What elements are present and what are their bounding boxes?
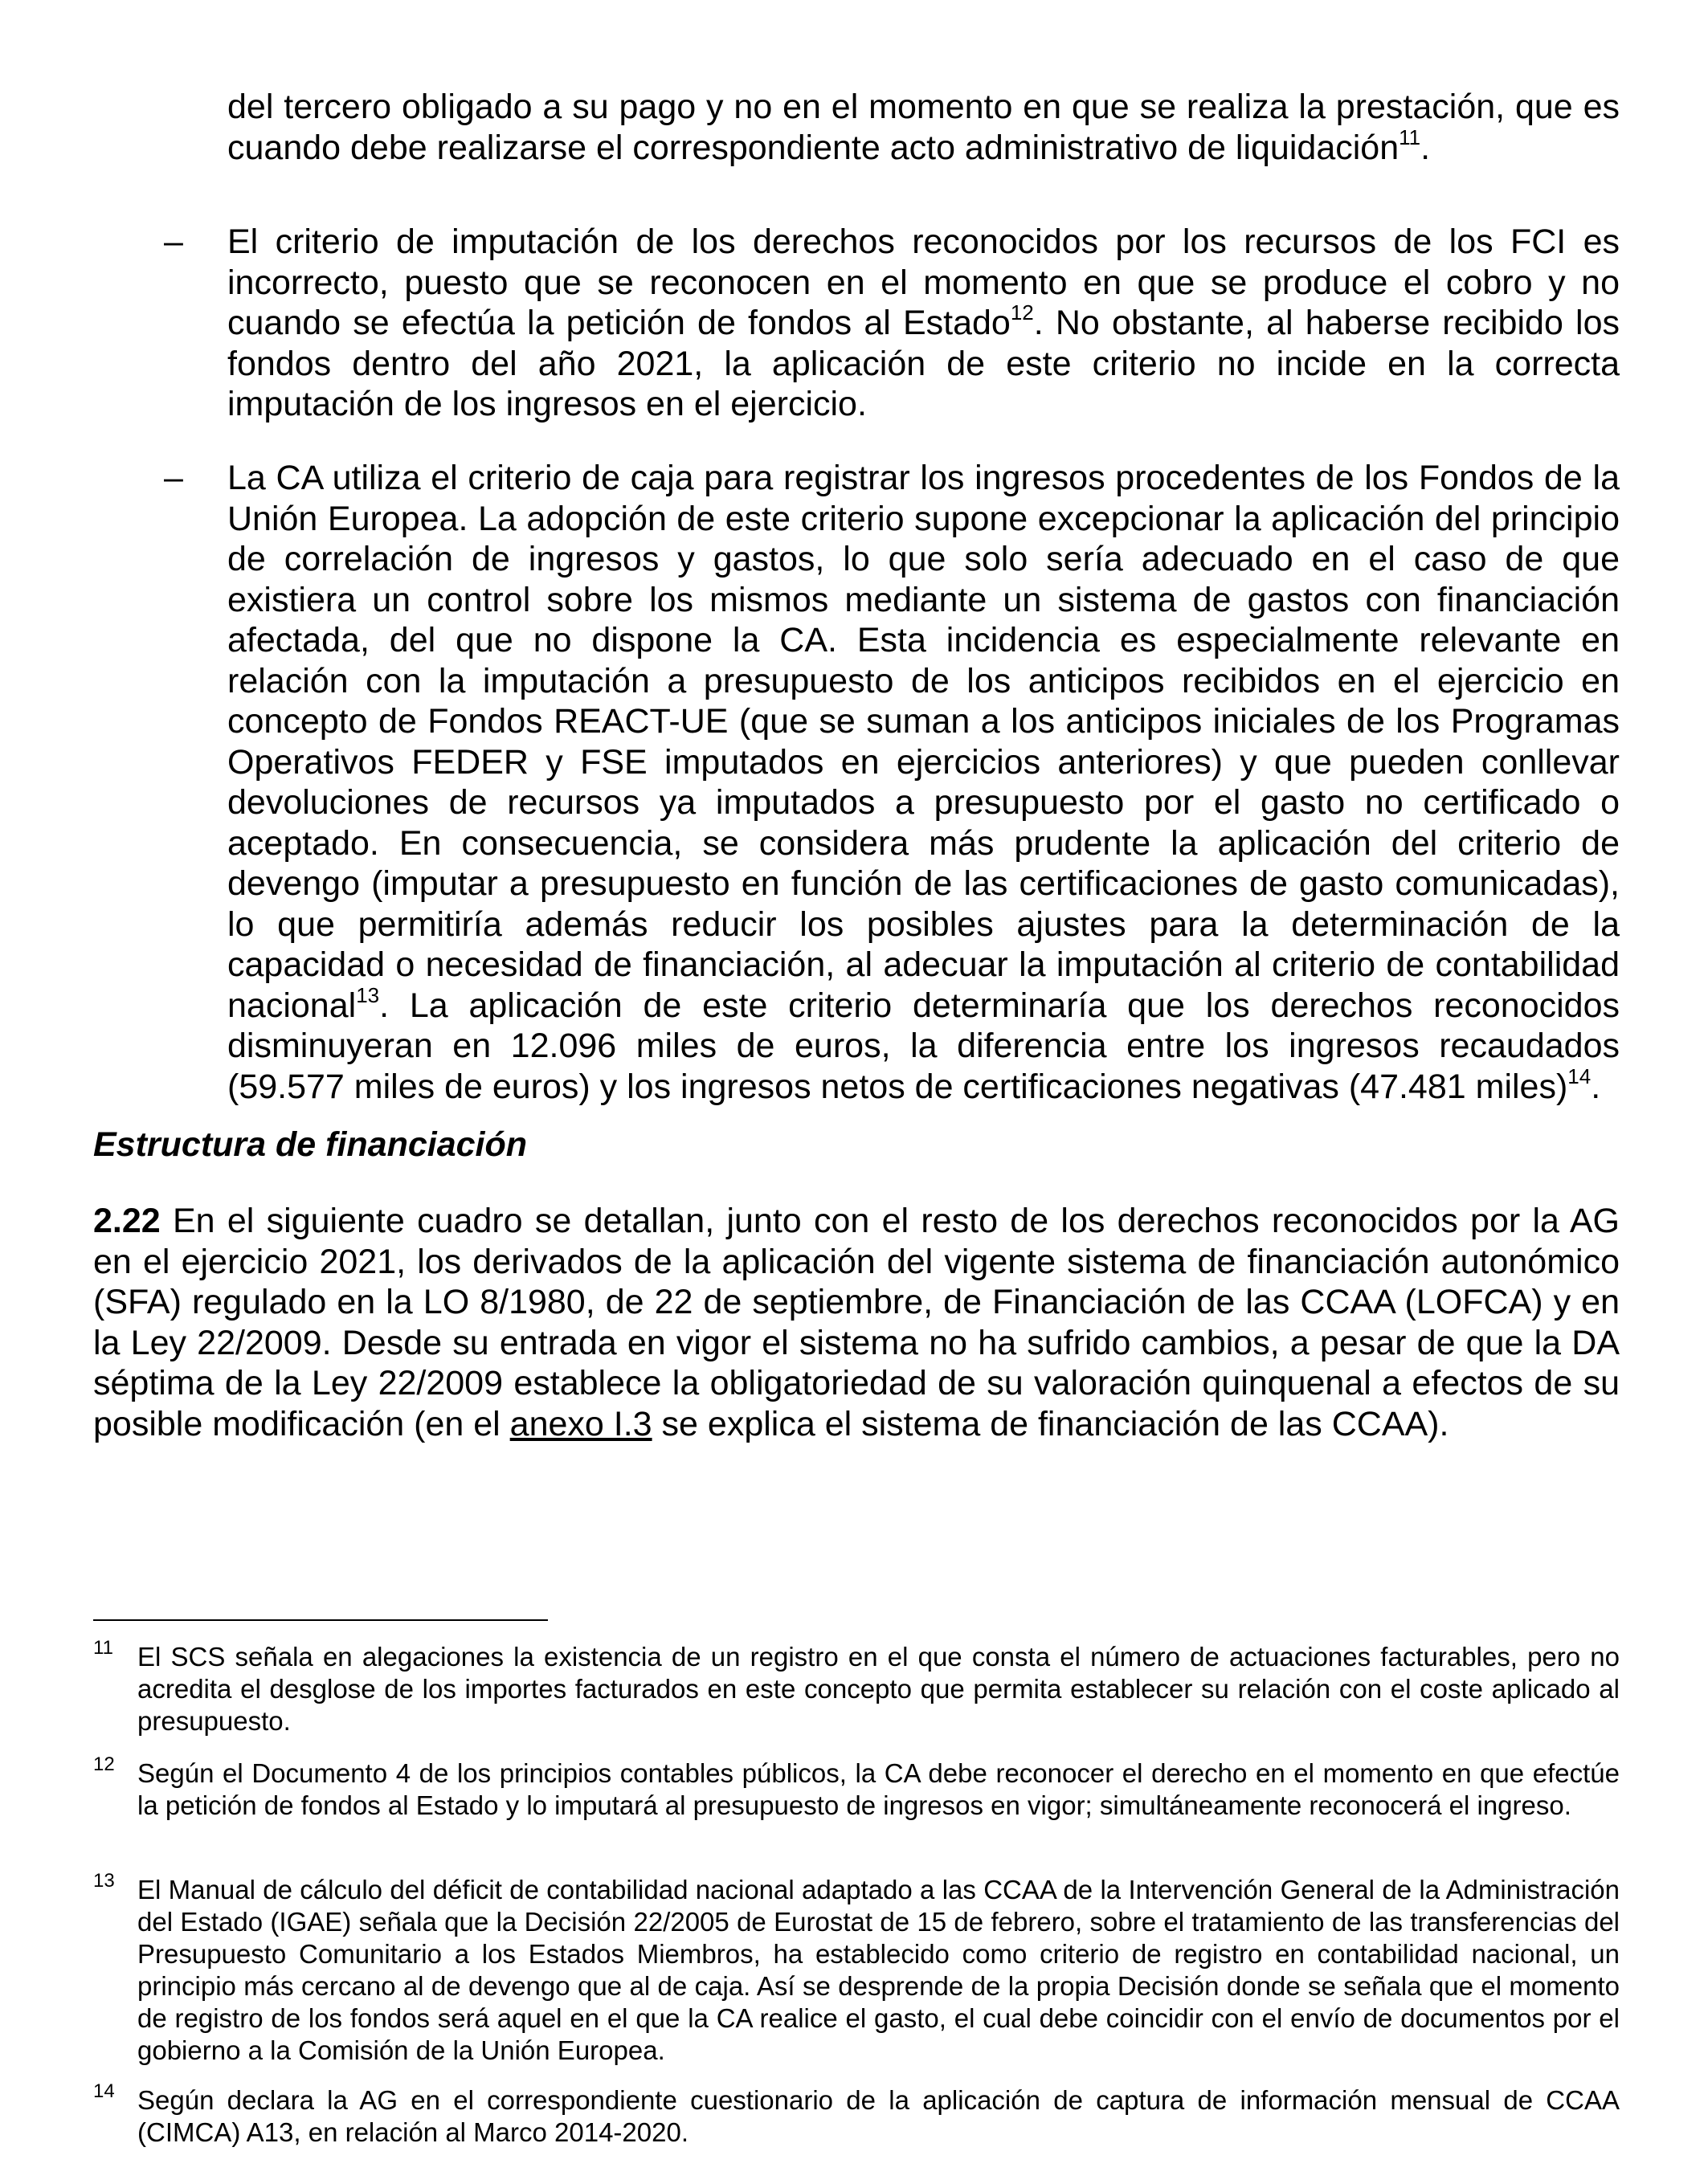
footnote-12: 12 Según el Documento 4 de los principios contables públicos, la CA debe reconocer el derecho en el momento en que efectúe la petición de fondos al Estado y lo imputará al presupuesto de ingresos en vigor; simultáneamente reconocerá el ingreso. [93, 1753, 1620, 1820]
continuation-paragraph: del tercero obligado a su pago y no en el momento en que se realiza la prestación, que es cuando debe realizarse el correspondiente acto administrativo de liquidación$^{11}$. [227, 88, 1620, 167]
footnote-14: 14 Según declara la AG en el correspondiente cuestionario de la aplicación de captura de información mensual de CCAA (CIMCA) A13, en relación al Marco 2014-2020. [93, 2080, 1620, 2147]
bullet-item-eu-funds: – La CA utiliza el criterio de caja para registrar los ingresos procedentes de los Fondos de la Unión Europea. La adopción de este criterio supone excepcionar la aplicación del principio de correlación de ingresos y gastos, lo que solo sería adecuado en el caso de que existiera un control sobre los mismos mediante un sistema de gastos con financiación afectada, del que no dispone la CA. Esta incidencia es especialmente relevante en relación con la imputación a presupuesto de los anticipos recibidos en el ejercicio en concepto de Fondos REACT-UE (que se suman a los anticipos iniciales de los Programas Operativos FEDER y FSE imputados en ejercicios anteriores) y que pueden conllevar devoluciones de recursos ya imputados a presupuesto por el gasto no certificado o aceptado. En consecuencia, se considera más prudente la aplicación del criterio de devengo (imputar a presupuesto en función de las certificaciones de gasto comunicadas), lo que permitiría además reducir los posibles ajustes para la determinación de la capacidad o necesidad de financiación, al adecuar la imputación al criterio de contabilidad nacional$^{13}$. La aplicación de este criterio determinaría que los derechos reconocidos disminuyeran en 12.096 miles de euros, la diferencia entre los ingresos recaudados (59.577 miles de euros) y los ingresos netos de certificaciones negativas (47.481 miles)$^{14}$. [164, 459, 1620, 1106]
footnote-ref-12[interactable]: 12 [1010, 300, 1034, 325]
footnote-number: 14 [93, 2080, 115, 2102]
footnote-ref-11[interactable]: 11 [1399, 125, 1421, 149]
annex-link[interactable]: anexo I.3 [509, 1404, 652, 1443]
paragraph-number: 2.22 [93, 1202, 161, 1240]
section-heading: Estructura de financiación [93, 1125, 528, 1164]
footnote-ref-14[interactable]: 14 [1567, 1063, 1592, 1088]
paragraph-2-22: 2.22 En el siguiente cuadro se detallan, junto con el resto de los derechos reconocidos por la AG en el ejercicio 2021, los derivados de la aplicación del vigente sistema de financiación autonómico (SFA) regulado en la LO 8/1980, de 22 de septiembre, de Financiación de las CCAA (LOFCA) y en la Ley 22/2009. Desde su entrada en vigor el sistema no ha sufrido cambios, a pesar de que la DA séptima de la Ley 22/2009 establece la obligatoriedad de su valoración quinquenal a efectos de su posible modificación (en el anexo I.3 se explica el sistema de financiación de las CCAA). [93, 1202, 1620, 1443]
bullet-item-fci: – El criterio de imputación de los derechos reconocidos por los recursos de los FCI es incorrecto, puesto que se reconocen en el momento en que se produce el cobro y no cuando se efectúa la petición de fondos al Estado$^{12}$. No obstante, al haberse recibido los fondos dentro del año 2021, la aplicación de este criterio no incide en la correcta imputación de los ingresos en el ejercicio. [164, 222, 1620, 423]
footnote-number: 13 [93, 1870, 115, 1892]
footnote-13: 13 El Manual de cálculo del déficit de contabilidad nacional adaptado a las CCAA de la Intervención General de la Administración del Estado (IGAE) señala que la Decisión 22/2005 de Eurostat de 15 de febrero, sobre el tratamiento de las transferencias del Presupuesto Comunitario a los Estados Miembros, ha establecido como criterio de registro en contabilidad nacional, un principio más cercano al de devengo que al de caja. Así se desprende de la propia Decisión donde se señala que el momento de registro de los fondos será aquel en el que la CA realice el gasto, el cual debe coincidir con el envío de documentos por el gobierno a la Comisión de la Unión Europea. [93, 1870, 1620, 2065]
footnote-11: 11 El SCS señala en alegaciones la existencia de un registro en el que consta el número de actuaciones facturables, pero no acredita el desglose de los importes facturados en este concepto que permita establecer su relación con el coste aplicado al presupuesto. [93, 1637, 1620, 1736]
footnote-ref-13[interactable]: 13 [356, 982, 380, 1007]
footnote-separator [93, 1619, 548, 1621]
dash-bullet-icon: – [164, 222, 183, 261]
dash-bullet-icon: – [164, 459, 183, 497]
footnote-number: 11 [93, 1637, 113, 1659]
footnote-number: 12 [93, 1753, 115, 1775]
